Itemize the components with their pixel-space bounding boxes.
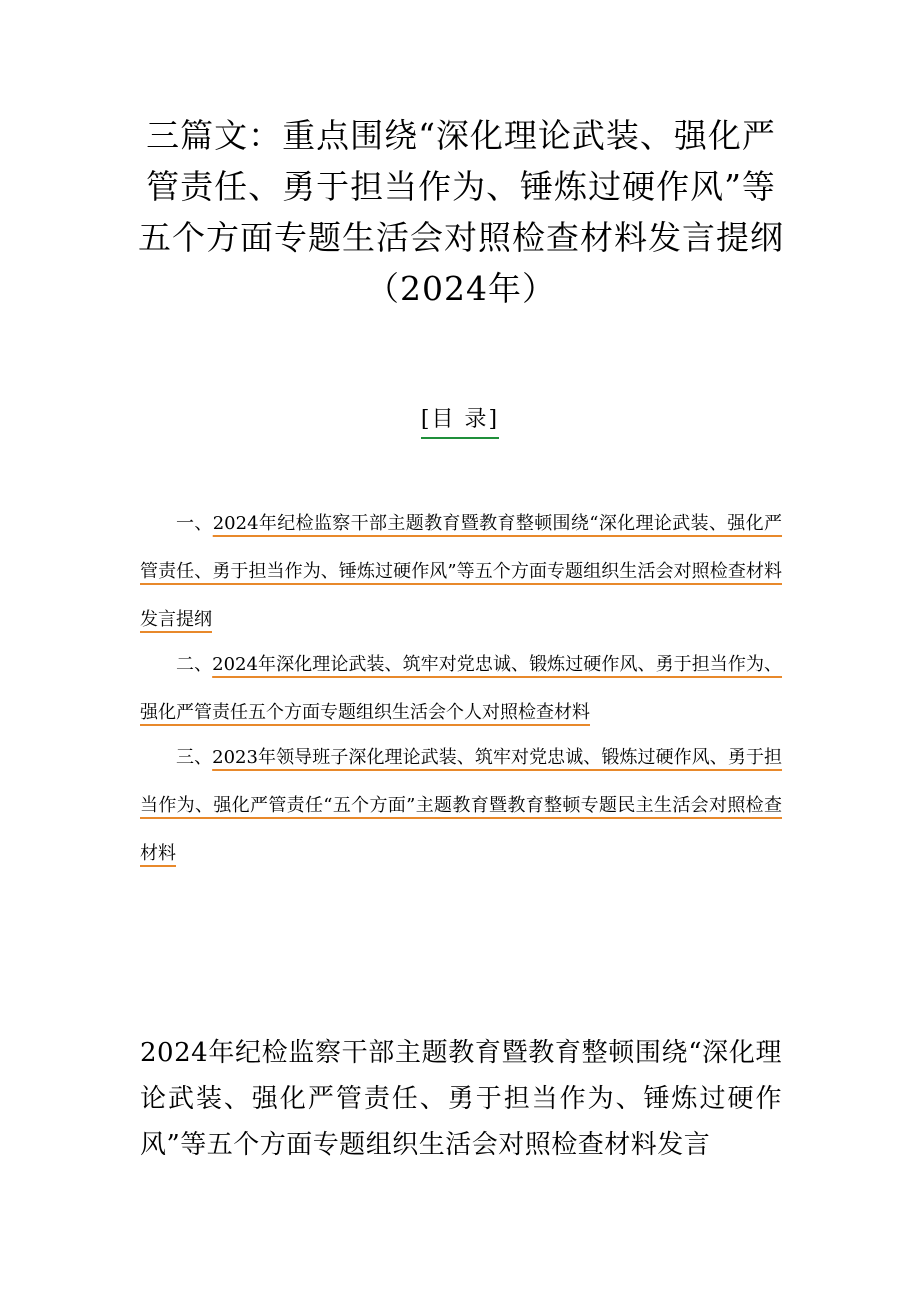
toc-link-3[interactable]: 2023年领导班子深化理论武装、筑牢对党忠诚、锻炼过硬作风、勇于担当作为、强化严管责任“五个方面”主题教育暨教育整顿专题民主生活会对照检查材料 xyxy=(140,747,783,864)
toc-item-number: 一、 xyxy=(176,513,213,534)
table-of-contents xyxy=(140,500,782,878)
toc-link-1[interactable]: 2024年纪检监察干部主题教育暨教育整顿围绕“深化理论武装、强化严管责任、勇于担当作为、锤炼过硬作风”等五个方面专题组织生活会对照检查材料发言提纲 xyxy=(140,513,783,630)
section-title: 2024年纪检监察干部主题教育暨教育整顿围绕“深化理论武装、强化严管责任、勇于担当作为、锤炼过硬作风”等五个方面专题组织生活会对照检查材料发言 xyxy=(140,1038,782,1160)
toc-item-2 xyxy=(140,641,782,737)
document-title: 三篇文：重点围绕“深化理论武装、强化严管责任、勇于担当作为、锤炼过硬作风”等五个方面专题生活会对照检查材料发言提纲（2024年） xyxy=(138,116,784,308)
toc-item-1 xyxy=(140,500,782,644)
toc-item-number: 三、 xyxy=(176,747,213,768)
toc-heading-text: [目 录] xyxy=(421,403,499,439)
toc-link-2[interactable]: 2024年深化理论武装、筑牢对党忠诚、锻炼过硬作风、勇于担当作为、强化严管责任五个方面专题组织生活会个人对照检查材料 xyxy=(140,654,783,723)
toc-heading xyxy=(0,403,920,439)
toc-item-3 xyxy=(140,734,782,878)
toc-item-number: 二、 xyxy=(176,654,213,675)
